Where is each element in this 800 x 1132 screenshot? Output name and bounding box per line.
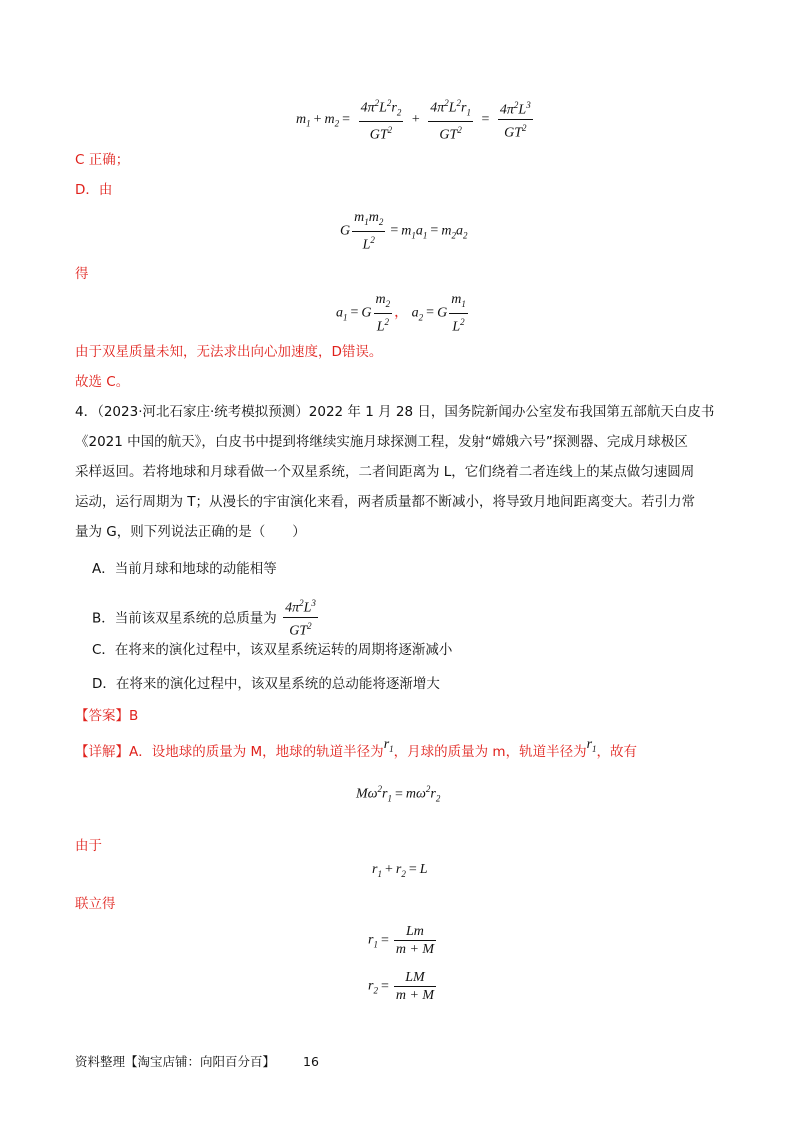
option-a: A．当前月球和地球的动能相等 — [92, 561, 277, 577]
d-conclusion-text: 由于双星质量未知，无法求出向心加速度，D错误。 — [75, 344, 383, 360]
equation-centripetal: $M\omega^2r_1 = m\omega^2r_2$ — [356, 784, 441, 804]
question-line-2: 《2021 中国的航天》，白皮书中提到将继续实施月球探测工程，发射“嫦娥六号”探测器、完成月球极区 — [75, 434, 688, 450]
footer-source: 资料整理【淘宝店铺：向阳百分百】 — [75, 1054, 276, 1069]
option-b-text: B．当前该双星系统的总质量为 — [92, 610, 277, 627]
equation-r2: $r_2$ = $\frac{LM}{m + M}$ — [368, 970, 435, 1003]
option-c: C．在将来的演化过程中，该双星系统运转的周期将逐渐减小 — [92, 642, 453, 658]
detail-part-2: ，月球的质量为 m，轨道半径为 — [393, 744, 587, 760]
equation-accelerations: $a_1 = G$ $\frac{m_2}{L^2}$ ， $a_2 = G$ $\frac{m_1}{L^2}$ — [336, 292, 466, 335]
option-b-fraction: $\frac{4\pi^2L^3}{GT^2}$ — [285, 598, 316, 639]
question-line-3: 采样返回。若将地球和月球看做一个双星系统，二者间距离为 L，它们绕着二者连线上的某点做匀速圆周 — [75, 464, 695, 480]
answer-label: 【答案】B — [75, 708, 139, 724]
d-intro-text: D．由 — [75, 182, 113, 198]
r1-symbol: $r_1$ — [383, 737, 394, 754]
question-line-1: 4．（2023·河北石家庄·统考模拟预测）2022 年 1 月 28 日，国务院新闻办公室发布我国第五部航天白皮书 — [75, 404, 715, 420]
choose-c-text: 故选 C。 — [75, 374, 130, 390]
c-correct-text: C 正确； — [75, 152, 130, 168]
detail-part-1: 【详解】A．设地球的质量为 M，地球的轨道半径为 — [75, 744, 384, 760]
youyu-text: 由于 — [75, 838, 102, 854]
r1-symbol-2: $r_1$ — [586, 737, 597, 754]
equation-total-mass: $m_1 + m_2$ = $\frac{4\pi^2L^2r_2}{GT^2}$ + $\frac{4\pi^2L^2r_1}{GT^2}$ = $\frac{4\pi^2L^3}{GT^2}$ — [296, 98, 531, 144]
option-d: D．在将来的演化过程中，该双星系统的总动能将逐渐增大 — [92, 676, 440, 692]
equation-radius-sum: $r_1 + r_2 = L$ — [372, 862, 428, 879]
equation-gravity-acceleration: G $\frac{m_1m_2}{L^2}$ = $m_1a_1 = m_2a_2$ — [340, 210, 468, 253]
de-text: 得 — [75, 266, 89, 282]
detail-part-3: ，故有 — [596, 744, 638, 760]
lianli-text: 联立得 — [75, 896, 116, 912]
question-line-4: 运动，运行周期为 T；从漫长的宇宙演化来看，两者质量都不断减小，将导致月地间距离变大。若引力常 — [75, 494, 696, 510]
option-b — [92, 598, 320, 640]
equation-r1: $r_1$ = $\frac{Lm}{m + M}$ — [368, 924, 435, 957]
footer — [75, 1052, 319, 1070]
detail-line — [75, 737, 638, 767]
page-number: 16 — [303, 1054, 319, 1069]
question-line-5: 量为 G，则下列说法正确的是（ ） — [75, 524, 306, 540]
